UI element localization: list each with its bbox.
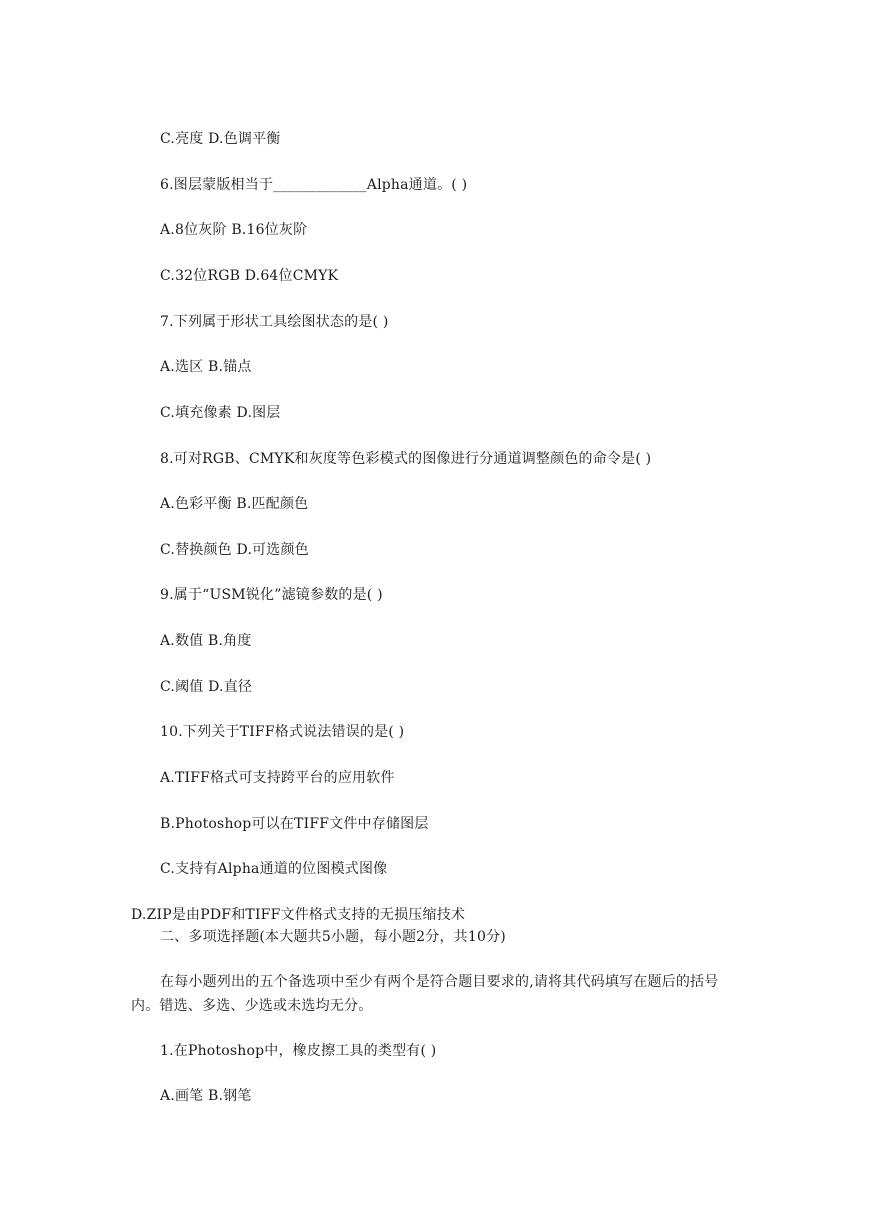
option-b-q10: B.Photoshop可以在TIFF文件中存储图层: [160, 816, 429, 832]
option-line-c-d-q8: C.替换颜色 D.可选颜色: [160, 542, 309, 558]
option-line-c-d-q6: C.32位RGB D.64位CMYK: [160, 268, 339, 284]
section-heading-multiple-choice: 二、多项选择题(本大题共5小题，每小题2分，共10分): [160, 929, 506, 945]
option-line-a-b-multi-q1: A.画笔 B.钢笔: [160, 1088, 252, 1104]
option-line-a-b-q9: A.数值 B.角度: [160, 633, 252, 649]
question-10: 10.下列关于TIFF格式说法错误的是( ): [160, 724, 405, 740]
question-9: 9.属于“USM锐化”滤镜参数的是( ): [160, 587, 383, 603]
question-6: 6.图层蒙版相当于_____________Alpha通道。( ): [160, 177, 468, 193]
option-line-a-b-q6: A.8位灰阶 B.16位灰阶: [160, 222, 308, 238]
question-7: 7.下列属于形状工具绘图状态的是( ): [160, 314, 389, 330]
question-8: 8.可对RGB、CMYK和灰度等色彩模式的图像进行分通道调整颜色的命令是( ): [160, 451, 652, 467]
option-line-c-d-q7: C.填充像素 D.图层: [160, 405, 281, 421]
option-a-q10: A.TIFF格式可支持跨平台的应用软件: [160, 770, 395, 786]
option-c-q10: C.支持有Alpha通道的位图模式图像: [160, 861, 388, 877]
option-line-c-d-q5: C.亮度 D.色调平衡: [160, 131, 281, 147]
option-line-a-b-q8: A.色彩平衡 B.匹配颜色: [160, 496, 309, 512]
option-line-a-b-q7: A.选区 B.锚点: [160, 359, 252, 375]
section-instruction: 在每小题列出的五个备选项中至少有两个是符合题目要求的,请将其代码填写在题后的括号内。错选、多选、少选或未选均无分。: [131, 974, 719, 1014]
multi-question-1: 1.在Photoshop中，橡皮擦工具的类型有( ): [160, 1043, 437, 1059]
option-d-q10: D.ZIP是由PDF和TIFF文件格式支持的无损压缩技术: [131, 907, 466, 923]
option-line-c-d-q9: C.阈值 D.直径: [160, 679, 253, 695]
